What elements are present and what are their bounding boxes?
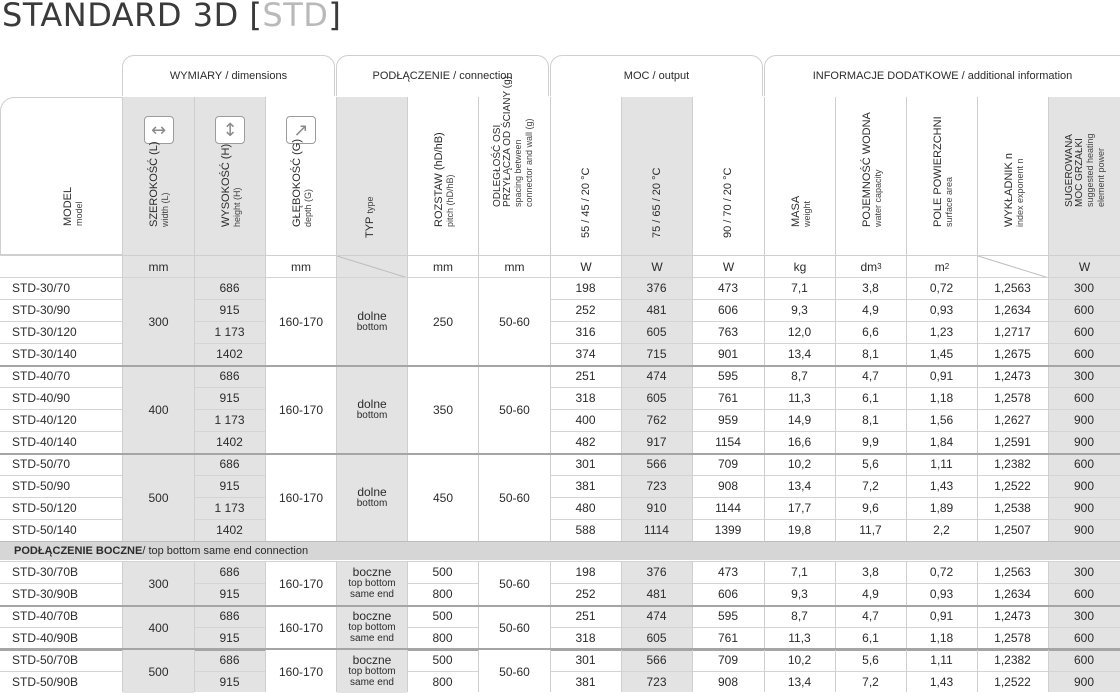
unit-p90: W — [692, 255, 764, 277]
connection-type — [337, 366, 407, 453]
table-cell-p55: 318 — [575, 631, 596, 645]
table-cell-heat: 900 — [1073, 523, 1095, 537]
table-cell-surf: 1,45 — [929, 347, 954, 361]
table-cell-model: STD-30/90 — [12, 303, 71, 317]
table-cell-p75: 605 — [646, 631, 667, 645]
table-cell-mass: 16,6 — [787, 435, 812, 449]
table-cell-heat: 600 — [1073, 325, 1095, 339]
type-en-2: same end — [350, 677, 394, 688]
table-cell-n: 1,2578 — [994, 631, 1031, 645]
table-cell-h: 686 — [219, 281, 240, 295]
table-cell-mass: 19,8 — [787, 523, 812, 537]
surface-column-header: POLE POWIERZCHNI surface area — [906, 97, 977, 255]
table-cell-p90: 709 — [717, 653, 739, 667]
table-cell-p55: 198 — [575, 281, 596, 295]
table-cell-p90: 473 — [717, 281, 739, 295]
table-cell-p90: 908 — [717, 675, 739, 689]
table-cell-surf: 1,11 — [930, 457, 953, 471]
width-value: 400 — [123, 366, 194, 453]
pitch-value: 250 — [408, 278, 478, 365]
table-cell-n: 1,2591 — [994, 435, 1031, 449]
table-cell-model: STD-40/70 — [12, 369, 71, 383]
table-cell-p55: 381 — [575, 479, 596, 493]
model-column-header: MODEL model — [0, 97, 122, 255]
unit-mass: kg — [764, 255, 835, 277]
table-cell-surf: 1,43 — [929, 675, 954, 689]
table-cell-p55: 374 — [575, 347, 596, 361]
type-pl: dolne — [357, 308, 387, 323]
table-cell-surf: 0,91 — [929, 609, 954, 623]
table-cell-p90: 763 — [717, 325, 739, 339]
width-value: 500 — [123, 454, 194, 541]
table-cell-heat: 900 — [1073, 435, 1095, 449]
table-cell-model: STD-30/90B — [12, 587, 79, 601]
pitch-value: 450 — [408, 454, 478, 541]
width-value: 300 — [123, 278, 194, 365]
spacing-value: 50-60 — [479, 650, 550, 693]
table-cell-surf: 1,18 — [929, 391, 954, 405]
output-55-column-header: 55 / 45 / 20 °C — [550, 97, 621, 255]
unit-height — [194, 255, 265, 277]
table-cell-heat: 300 — [1073, 609, 1095, 623]
table-cell-p75: 715 — [646, 347, 667, 361]
spacing-value: 50-60 — [479, 454, 550, 541]
unit-exponent — [977, 255, 1048, 277]
type-en-2: same end — [350, 589, 394, 600]
table-cell-heat: 900 — [1073, 675, 1095, 689]
table-cell-mass: 10,2 — [787, 653, 812, 667]
table-cell-h: 1 173 — [214, 501, 245, 515]
depth-value: 160-170 — [266, 562, 336, 605]
table-cell-p75: 566 — [646, 457, 667, 471]
table-cell-model: STD-40/90 — [12, 391, 71, 405]
table-cell-n: 1,2627 — [994, 413, 1031, 427]
table-cell-p75: 605 — [646, 325, 667, 339]
table-cell-p90: 473 — [717, 565, 739, 579]
table-cell-mass: 13,4 — [787, 675, 812, 689]
table-cell-water: 9,9 — [862, 435, 879, 449]
pitch-column-header: ROZSTAW (hD/hB) pitch (hD/hB) — [407, 97, 478, 255]
table-cell-model: STD-50/70 — [12, 457, 71, 471]
unit-type — [336, 255, 407, 277]
table-cell-p55: 252 — [575, 303, 596, 317]
depth-value: 160-170 — [266, 278, 336, 365]
table-cell-water: 4,7 — [862, 609, 879, 623]
table-cell-n: 1,2634 — [994, 587, 1031, 601]
table-cell-n: 1,2382 — [994, 457, 1031, 471]
spacing-value: 50-60 — [479, 366, 550, 453]
table-cell-n: 1,2473 — [994, 609, 1031, 623]
table-cell-pitch: 500 — [432, 609, 453, 623]
group-header-additional: INFORMACJE DODATKOWE / additional information — [764, 55, 1120, 96]
table-cell-model: STD-50/140 — [12, 523, 77, 537]
table-cell-model: STD-40/70B — [12, 609, 79, 623]
table-cell-h: 686 — [219, 653, 240, 667]
table-cell-h: 686 — [219, 565, 240, 579]
table-cell-p90: 908 — [717, 479, 739, 493]
table-cell-n: 1,2473 — [994, 369, 1031, 383]
table-cell-surf: 2,2 — [933, 523, 950, 537]
type-pl: boczne — [352, 565, 392, 579]
table-cell-mass: 8,7 — [791, 369, 808, 383]
table-cell-h: 915 — [219, 675, 240, 689]
table-cell-water: 11,7 — [859, 523, 882, 537]
table-cell-p55: 318 — [575, 391, 596, 405]
depth-value: 160-170 — [266, 366, 336, 453]
table-cell-p90: 1144 — [715, 501, 741, 515]
type-en: top bottom — [348, 622, 396, 633]
table-cell-n: 1,2522 — [994, 479, 1031, 493]
mass-column-header: MASA weight — [764, 97, 835, 255]
depth-value: 160-170 — [266, 454, 336, 541]
table-cell-surf: 0,91 — [929, 369, 954, 383]
table-cell-p75: 910 — [646, 501, 667, 515]
table-cell-water: 3,8 — [862, 281, 879, 295]
table-cell-h: 1402 — [216, 523, 243, 537]
table-cell-p75: 376 — [646, 281, 667, 295]
output-90-column-header: 90 / 70 / 20 °C — [692, 97, 764, 255]
table-cell-p75: 762 — [646, 413, 667, 427]
table-cell-heat: 900 — [1073, 413, 1095, 427]
unit-p55: W — [550, 255, 621, 277]
table-cell-model: STD-30/120 — [12, 325, 77, 339]
table-cell-heat: 600 — [1073, 391, 1095, 405]
table-cell-water: 4,7 — [862, 369, 879, 383]
table-cell-surf: 1,89 — [929, 501, 954, 515]
table-cell-p75: 723 — [646, 675, 667, 689]
connection-type — [337, 454, 407, 541]
table-cell-h: 1402 — [216, 347, 243, 361]
table-cell-water: 7,2 — [862, 479, 879, 493]
table-cell-p55: 400 — [575, 413, 596, 427]
width-value: 300 — [123, 562, 194, 605]
width-column-header: ↔ SZEROKOŚĆ (L) width (L) — [122, 97, 194, 255]
unit-pitch: mm — [407, 255, 478, 277]
unit-width: mm — [122, 255, 194, 277]
type-pl: boczne — [352, 653, 392, 667]
table-cell-heat: 900 — [1073, 501, 1095, 515]
type-en: top bottom — [348, 578, 396, 589]
table-cell-h: 915 — [219, 479, 240, 493]
table-cell-model: STD-50/120 — [12, 501, 77, 515]
table-cell-h: 915 — [219, 391, 240, 405]
type-en-2: same end — [350, 633, 394, 644]
side-connection-section-header: PODŁĄCZENIE BOCZNE / top bottom same end connection — [0, 541, 1120, 560]
table-cell-mass: 12,0 — [787, 325, 812, 339]
heater-column-header: SUGEROWANA MOC GRZAŁKI suggested heating element power — [1048, 97, 1120, 255]
table-cell-p75: 481 — [646, 587, 667, 601]
table-cell-h: 1402 — [216, 435, 243, 449]
table-cell-pitch: 500 — [432, 565, 453, 579]
table-cell-p90: 1399 — [714, 523, 742, 537]
table-cell-surf: 1,23 — [929, 325, 954, 339]
table-cell-water: 9,6 — [862, 501, 879, 515]
depth-value: 160-170 — [266, 606, 336, 649]
table-cell-water: 5,6 — [862, 457, 879, 471]
table-cell-p90: 1154 — [715, 435, 741, 449]
pitch-value: 350 — [408, 366, 478, 453]
horizontal-arrows-icon: ↔ — [144, 116, 174, 144]
unit-surface: m 2 — [906, 255, 977, 277]
height-column-header: ↕ WYSOKOŚĆ (H) height (H) — [194, 97, 265, 255]
table-cell-model: STD-40/90B — [12, 631, 79, 645]
table-cell-water: 4,9 — [862, 303, 879, 317]
table-cell-model: STD-30/70B — [12, 565, 79, 579]
table-cell-surf: 1,43 — [929, 479, 954, 493]
table-cell-n: 1,2675 — [994, 347, 1031, 361]
table-cell-p90: 761 — [717, 631, 739, 645]
table-cell-h: 1 173 — [214, 413, 245, 427]
table-cell-n: 1,2563 — [994, 281, 1031, 295]
table-cell-h: 915 — [219, 587, 240, 601]
unit-heater: W — [1048, 255, 1120, 277]
table-cell-p75: 1114 — [644, 523, 669, 537]
table-cell-surf: 0,93 — [929, 303, 954, 317]
table-cell-model: STD-40/120 — [12, 413, 77, 427]
type-en: bottom — [356, 409, 388, 421]
table-cell-water: 6,1 — [862, 631, 879, 645]
table-cell-pitch: 800 — [432, 675, 453, 689]
table-cell-p90: 901 — [717, 347, 739, 361]
table-cell-water: 6,1 — [862, 391, 879, 405]
table-cell-mass: 7,1 — [791, 281, 808, 295]
table-cell-heat: 600 — [1073, 653, 1095, 667]
table-cell-p90: 959 — [717, 413, 739, 427]
table-cell-mass: 10,2 — [787, 457, 812, 471]
table-cell-mass: 7,1 — [791, 565, 808, 579]
table-cell-p55: 251 — [575, 369, 596, 383]
table-cell-water: 7,2 — [862, 675, 879, 689]
table-cell-mass: 11,3 — [788, 631, 811, 645]
unit-depth: mm — [265, 255, 336, 277]
type-pl: dolne — [357, 484, 387, 499]
table-cell-water: 4,9 — [862, 587, 879, 601]
table-cell-surf: 1,18 — [929, 631, 954, 645]
spacing-value: 50-60 — [479, 606, 550, 649]
table-cell-h: 686 — [219, 609, 240, 623]
table-cell-pitch: 500 — [432, 653, 453, 667]
table-cell-p90: 709 — [717, 457, 739, 471]
table-cell-n: 1,2507 — [994, 523, 1031, 537]
table-cell-p75: 605 — [646, 391, 667, 405]
table-cell-water: 8,1 — [862, 347, 879, 361]
table-cell-p55: 381 — [575, 675, 596, 689]
table-cell-n: 1,2563 — [994, 565, 1031, 579]
table-cell-p75: 481 — [646, 303, 667, 317]
table-cell-heat: 300 — [1073, 281, 1095, 295]
table-cell-p55: 588 — [575, 523, 596, 537]
connection-type — [337, 278, 407, 365]
table-cell-heat: 600 — [1073, 631, 1095, 645]
table-cell-p90: 595 — [717, 609, 739, 623]
width-value: 500 — [123, 650, 194, 693]
table-cell-p75: 474 — [646, 609, 667, 623]
vertical-arrows-icon: ↕ — [215, 116, 245, 144]
table-cell-model: STD-40/140 — [12, 435, 77, 449]
table-cell-water: 3,8 — [862, 565, 879, 579]
connection-type — [337, 562, 407, 605]
table-cell-n: 1,2522 — [994, 675, 1031, 689]
table-cell-n: 1,2382 — [994, 653, 1031, 667]
type-en: bottom — [356, 321, 388, 333]
table-cell-p90: 761 — [717, 391, 739, 405]
table-cell-mass: 13,4 — [787, 347, 812, 361]
connection-type — [337, 650, 407, 693]
table-cell-model: STD-50/90B — [12, 675, 79, 689]
connection-type — [337, 606, 407, 649]
group-header-connection: PODŁĄCZENIE / connection — [336, 55, 549, 96]
table-cell-p55: 482 — [575, 435, 596, 449]
table-cell-n: 1,2717 — [994, 325, 1031, 339]
table-cell-heat: 600 — [1073, 303, 1095, 317]
table-cell-p55: 198 — [575, 565, 596, 579]
table-cell-p75: 474 — [646, 369, 667, 383]
table-cell-p55: 252 — [575, 587, 596, 601]
table-cell-surf: 1,84 — [929, 435, 954, 449]
table-cell-pitch: 800 — [432, 587, 453, 601]
table-cell-heat: 900 — [1073, 479, 1095, 493]
output-75-column-header: 75 / 65 / 20 °C — [621, 97, 692, 255]
table-cell-n: 1,2578 — [994, 391, 1031, 405]
table-cell-p75: 723 — [646, 479, 667, 493]
table-cell-h: 915 — [219, 631, 240, 645]
table-cell-p75: 376 — [646, 565, 667, 579]
table-cell-p75: 917 — [646, 435, 667, 449]
type-en: top bottom — [348, 666, 396, 677]
type-column-header: TYP type — [336, 97, 407, 255]
page-title: STANDARD 3D [STD] — [2, 0, 342, 34]
table-cell-h: 915 — [219, 303, 240, 317]
table-cell-p55: 301 — [575, 457, 596, 471]
group-header-output: MOC / output — [550, 55, 763, 96]
table-cell-water: 6,6 — [862, 325, 879, 339]
exponent-column-header: WYKŁADNIK n index exponent n — [977, 97, 1048, 255]
table-cell-mass: 13,4 — [787, 479, 812, 493]
table-cell-heat: 600 — [1073, 457, 1095, 471]
table-cell-surf: 1,11 — [930, 653, 953, 667]
table-cell-surf: 1,56 — [929, 413, 954, 427]
table-cell-p55: 316 — [575, 325, 596, 339]
table-cell-pitch: 800 — [432, 631, 453, 645]
depth-value: 160-170 — [266, 650, 336, 693]
table-cell-heat: 600 — [1073, 347, 1095, 361]
table-cell-p55: 251 — [575, 609, 596, 623]
table-cell-h: 686 — [219, 457, 240, 471]
unit-spacing: mm — [478, 255, 550, 277]
water-column-header: POJEMNOŚĆ WODNA water capacity — [835, 97, 906, 255]
depth-column-header: ↗ GŁĘBOKOŚĆ (G) depth (G) — [265, 97, 336, 255]
table-cell-water: 5,6 — [862, 653, 879, 667]
table-cell-p90: 606 — [717, 587, 739, 601]
table-cell-model: STD-50/90 — [12, 479, 71, 493]
table-cell-p90: 595 — [717, 369, 739, 383]
table-cell-surf: 0,72 — [929, 565, 954, 579]
table-cell-model: STD-50/70B — [12, 653, 79, 667]
group-header-dimensions: WYMIARY / dimensions — [122, 55, 335, 96]
type-en: bottom — [356, 497, 388, 509]
table-cell-mass: 9,3 — [791, 587, 808, 601]
table-cell-heat: 300 — [1073, 369, 1095, 383]
spacing-column-header: ODLEGŁOŚĆ OSI PRZYŁĄCZA OD ŚCIANY (g) spacing between connector and wall (g) — [478, 97, 550, 255]
table-cell-mass: 9,3 — [791, 303, 808, 317]
table-cell-p75: 566 — [646, 653, 667, 667]
table-cell-surf: 0,93 — [929, 587, 954, 601]
table-cell-surf: 0,72 — [929, 281, 954, 295]
table-cell-n: 1,2538 — [994, 501, 1031, 515]
table-cell-h: 686 — [219, 369, 240, 383]
spacing-value: 50-60 — [479, 278, 550, 365]
table-cell-mass: 17,7 — [787, 501, 812, 515]
unit-p75: W — [621, 255, 692, 277]
table-cell-p90: 606 — [717, 303, 739, 317]
table-cell-model: STD-30/70 — [12, 281, 71, 295]
table-cell-heat: 300 — [1073, 565, 1095, 579]
type-pl: boczne — [352, 609, 392, 623]
table-cell-mass: 8,7 — [791, 609, 808, 623]
table-cell-model: STD-30/140 — [12, 347, 77, 361]
table-cell-p55: 301 — [575, 653, 596, 667]
diagonal-arrows-icon: ↗ — [286, 116, 316, 144]
spacing-value: 50-60 — [479, 562, 550, 605]
units-model — [0, 255, 122, 277]
table-cell-mass: 11,3 — [788, 391, 811, 405]
table-cell-water: 8,1 — [862, 413, 879, 427]
width-value: 400 — [123, 606, 194, 649]
table-cell-p55: 480 — [575, 501, 596, 515]
type-pl: dolne — [357, 396, 387, 411]
table-cell-n: 1,2634 — [994, 303, 1031, 317]
table-cell-heat: 600 — [1073, 587, 1095, 601]
unit-water: dm 3 — [835, 255, 906, 277]
table-cell-h: 1 173 — [214, 325, 245, 339]
table-cell-mass: 14,9 — [787, 413, 812, 427]
